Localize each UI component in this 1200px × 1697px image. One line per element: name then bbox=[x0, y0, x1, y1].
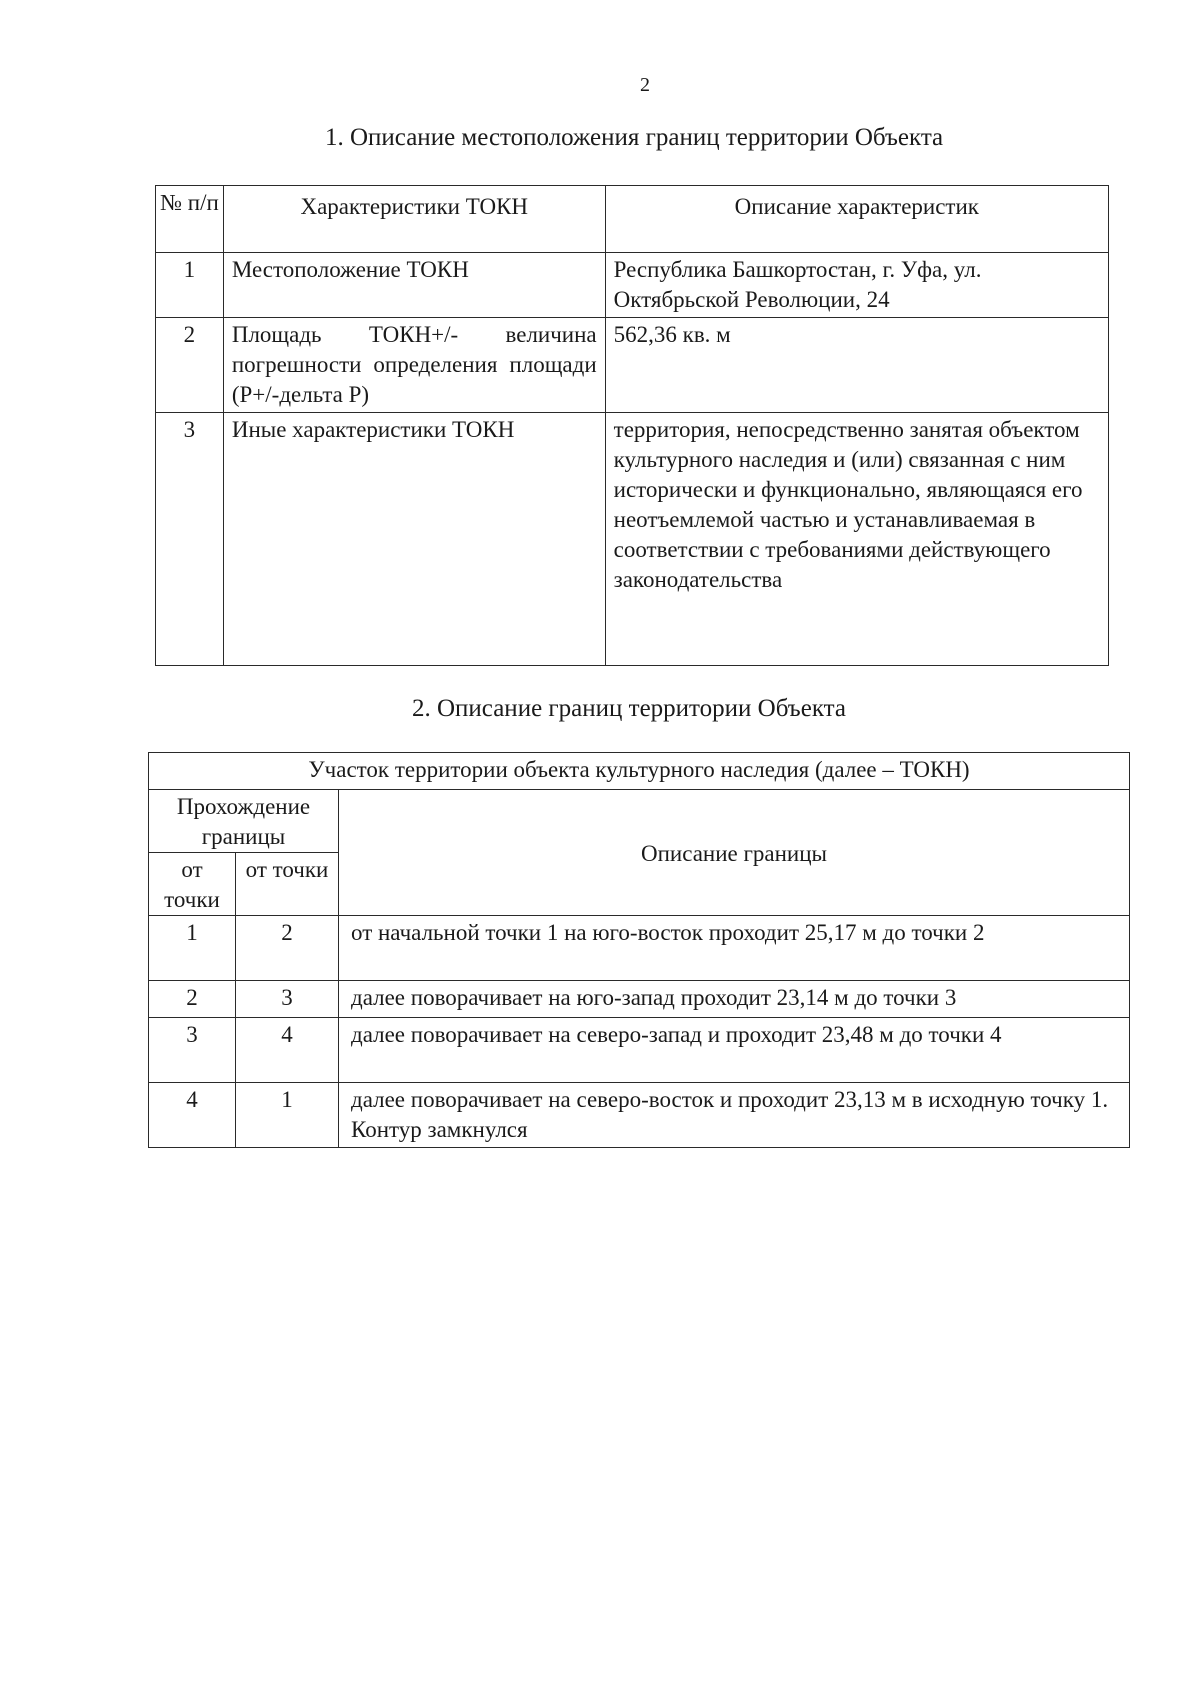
row-characteristic: Иные характеристики ТОКН bbox=[223, 413, 605, 666]
table-title-row bbox=[149, 753, 1130, 790]
table-row bbox=[156, 318, 1109, 413]
header-from-point: от точки bbox=[149, 853, 236, 916]
row-from-point: 2 bbox=[149, 981, 236, 1018]
row-from-point: 4 bbox=[149, 1083, 236, 1148]
header-description: Описание характеристик bbox=[605, 186, 1108, 253]
table-title: Участок территории объекта культурного наследия (далее – ТОКН) bbox=[149, 753, 1130, 790]
row-boundary-description: далее поворачивает на северо-восток и проходит 23,13 м в исходную точку 1. Контур замкнулся bbox=[339, 1083, 1130, 1148]
table-header-row bbox=[149, 790, 1130, 853]
row-from-point: 1 bbox=[149, 916, 236, 981]
table-header-row bbox=[156, 186, 1109, 253]
row-description: Республика Башкортостан, г. Уфа, ул. Октябрьской Революции, 24 bbox=[605, 253, 1108, 318]
location-characteristics-table bbox=[155, 185, 1109, 666]
table-row bbox=[149, 981, 1130, 1018]
row-to-point: 1 bbox=[236, 1083, 339, 1148]
page-number: 2 bbox=[640, 74, 650, 96]
row-boundary-description: от начальной точки 1 на юго-восток проходит 25,17 м до точки 2 bbox=[339, 916, 1130, 981]
row-number: 2 bbox=[156, 318, 224, 413]
table-row bbox=[149, 916, 1130, 981]
row-number: 3 bbox=[156, 413, 224, 666]
table-row bbox=[156, 253, 1109, 318]
row-characteristic: Площадь ТОКН+/- величина погрешности определения площади (P+/-дельта P) bbox=[223, 318, 605, 413]
row-boundary-description: далее поворачивает на северо-запад и проходит 23,48 м до точки 4 bbox=[339, 1018, 1130, 1083]
header-boundary-passage: Прохождение границы bbox=[149, 790, 339, 853]
row-boundary-description: далее поворачивает на юго-запад проходит 23,14 м до точки 3 bbox=[339, 981, 1130, 1018]
row-from-point: 3 bbox=[149, 1018, 236, 1083]
row-to-point: 2 bbox=[236, 916, 339, 981]
section-1-title: 1. Описание местоположения границ территории Объекта bbox=[325, 124, 944, 151]
boundary-description-table bbox=[148, 752, 1130, 1148]
row-description: территория, непосредственно занятая объектом культурного наследия и (или) связанная с ним исторически и функционально, являющаяся его неотъемлемой частью и устанавливаемая в соответствии с требованиями действующего законодательства bbox=[605, 413, 1108, 666]
header-boundary-description: Описание границы bbox=[339, 790, 1130, 916]
row-number: 1 bbox=[156, 253, 224, 318]
table-row bbox=[149, 1083, 1130, 1148]
row-to-point: 4 bbox=[236, 1018, 339, 1083]
table-row bbox=[149, 1018, 1130, 1083]
table-row bbox=[156, 413, 1109, 666]
header-characteristics: Характеристики ТОКН bbox=[223, 186, 605, 253]
row-to-point: 3 bbox=[236, 981, 339, 1018]
row-characteristic: Местоположение ТОКН bbox=[223, 253, 605, 318]
row-description: 562,36 кв. м bbox=[605, 318, 1108, 413]
header-to-point: от точки bbox=[236, 853, 339, 916]
section-2-title: 2. Описание границ территории Объекта bbox=[412, 695, 846, 722]
header-number: № п/п bbox=[156, 186, 224, 253]
